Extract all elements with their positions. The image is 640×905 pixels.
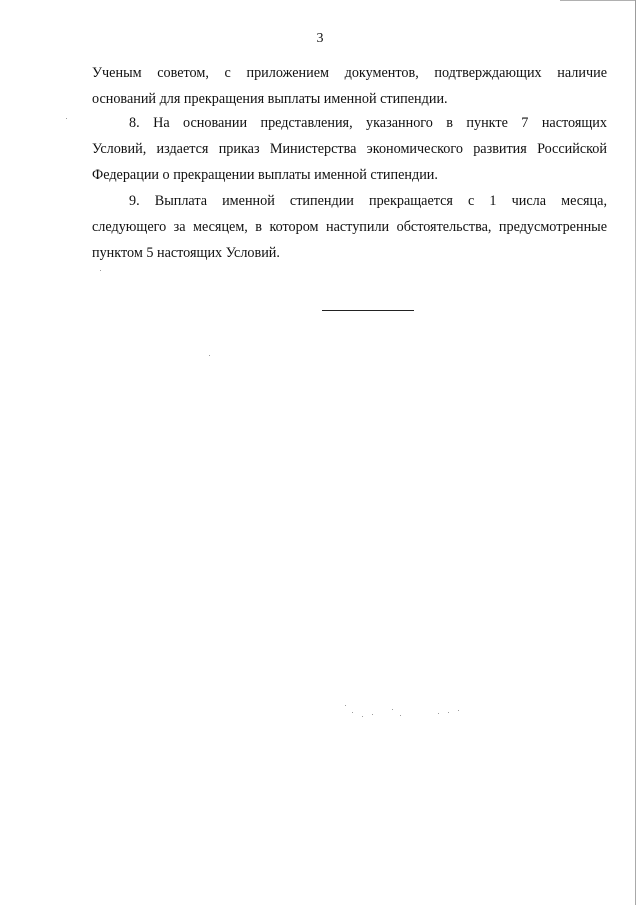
scan-speck bbox=[458, 710, 459, 711]
paragraph-item-8 bbox=[92, 110, 607, 188]
scan-speck bbox=[100, 270, 101, 271]
paragraph-item-9 bbox=[92, 188, 607, 266]
scan-speck bbox=[372, 714, 373, 715]
text-line: Федерации о прекращении выплаты именной стипендии. bbox=[92, 167, 438, 183]
text-line: 9. Выплата именной стипендии прекращается с 1 числа месяца, bbox=[129, 193, 607, 209]
text-line: 8. На основании представления, указанного в пункте 7 настоящих bbox=[129, 115, 607, 131]
text-line: Ученым советом, с приложением документов, подтверждающих наличие bbox=[92, 65, 607, 81]
scan-edge-top bbox=[560, 0, 636, 1]
scan-edge-right bbox=[635, 0, 636, 905]
scan-speck bbox=[400, 715, 401, 716]
scan-speck bbox=[438, 713, 439, 714]
scan-speck bbox=[362, 716, 363, 717]
text-line: следующего за месяцем, в котором наступили обстоятельства, предусмотренные bbox=[92, 219, 607, 235]
text-line: оснований для прекращения выплаты именной стипендии. bbox=[92, 91, 448, 107]
scan-speck bbox=[352, 712, 353, 713]
paragraph-continuation bbox=[92, 60, 607, 112]
text-line: пунктом 5 настоящих Условий. bbox=[92, 245, 280, 261]
closing-rule bbox=[322, 310, 414, 311]
scan-speck bbox=[448, 712, 449, 713]
scan-speck bbox=[209, 355, 210, 356]
page-number: 3 bbox=[316, 31, 324, 46]
scan-speck bbox=[66, 118, 67, 119]
scan-speck bbox=[345, 705, 346, 706]
scan-speck bbox=[392, 709, 393, 710]
text-line: Условий, издается приказ Министерства экономического развития Российской bbox=[92, 141, 607, 157]
